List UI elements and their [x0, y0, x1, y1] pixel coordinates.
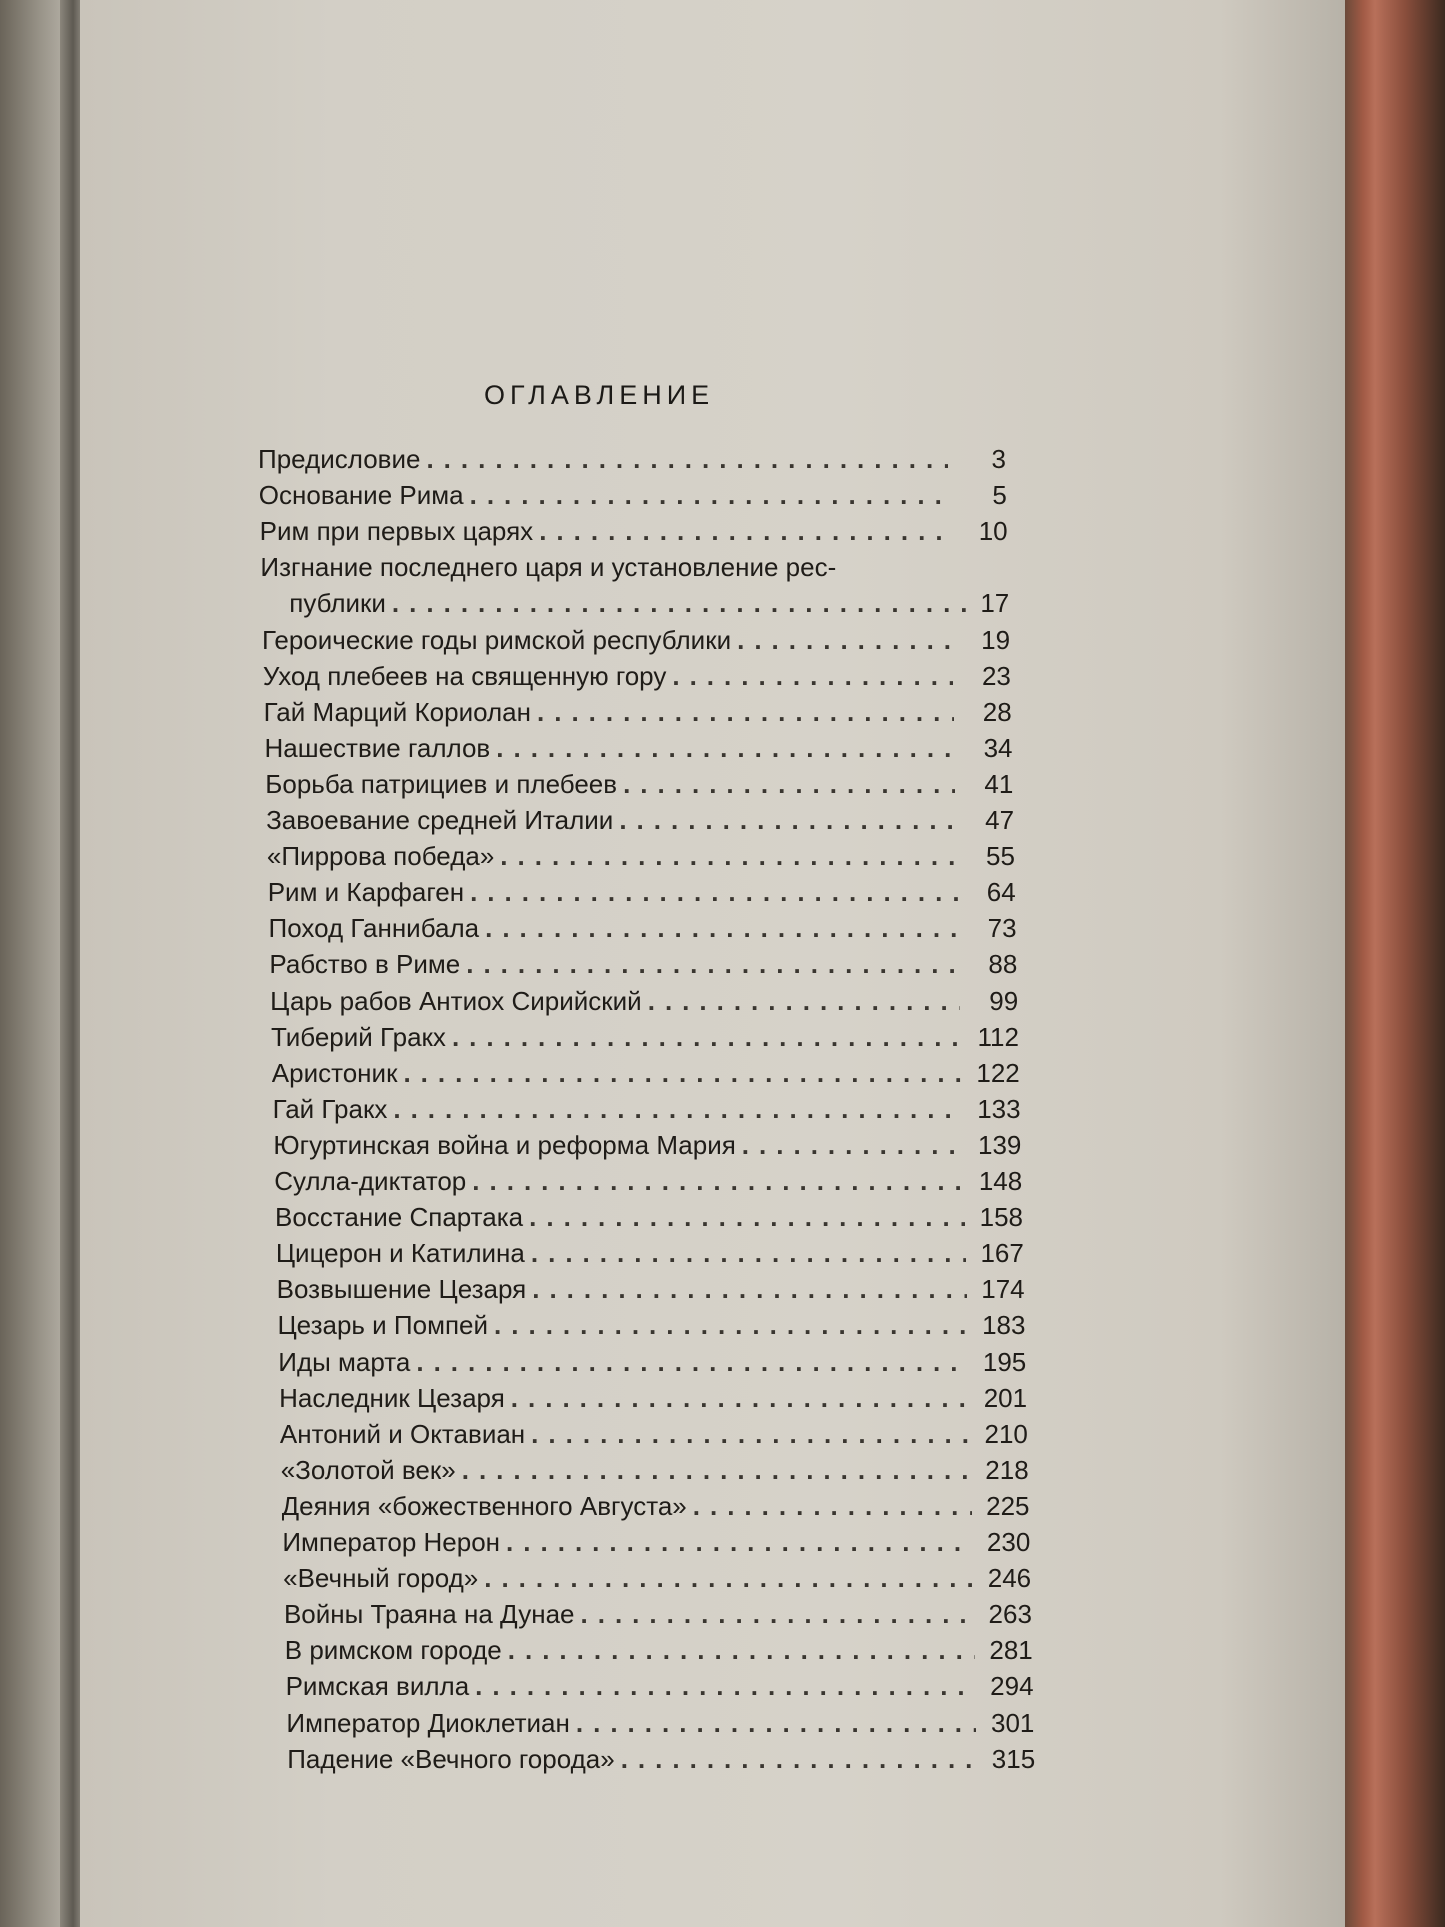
toc-entry [277, 1310, 1027, 1344]
toc-entry-line [263, 661, 953, 695]
toc-entry [264, 733, 1014, 767]
toc-entry-title: Падение «Вечного города» [287, 1743, 615, 1774]
toc-page-number: 17 [980, 588, 1010, 619]
toc-entry [269, 949, 1019, 983]
toc-entry-line [276, 1238, 966, 1272]
toc-page-number: 294 [990, 1671, 1034, 1702]
toc-page-number: 225 [986, 1490, 1030, 1521]
toc-entry-title: Наследник Цезаря [279, 1382, 505, 1413]
dot-leader [464, 480, 949, 511]
dot-leader [617, 769, 955, 800]
toc-entry-line [269, 913, 959, 947]
toc-entry-line [274, 1166, 964, 1200]
toc-page-number: 315 [991, 1743, 1036, 1774]
toc-page-number: 148 [978, 1166, 1023, 1196]
toc-entry-title: Предисловие [258, 444, 421, 474]
toc-page-number: 64 [986, 877, 1016, 908]
dot-leader [494, 841, 957, 872]
toc-entry [265, 769, 1015, 803]
toc-entry [287, 1744, 1037, 1778]
toc-page-number: 195 [982, 1346, 1027, 1377]
dot-leader [526, 1274, 966, 1305]
dot-leader [731, 625, 952, 656]
toc-entry-line [275, 1202, 965, 1236]
toc-page-number: 281 [989, 1635, 1033, 1666]
toc-entry-continuation [261, 588, 1011, 622]
dot-leader [410, 1347, 968, 1378]
dot-leader [464, 877, 958, 908]
toc-entry-title: Югуртинская война и реформа Мария [273, 1129, 736, 1160]
dot-leader [466, 1166, 964, 1197]
toc-entry [266, 805, 1016, 839]
toc-entry-title: Уход плебеев на священную гору [262, 660, 667, 691]
toc-entry-line [282, 1491, 972, 1525]
toc-page-number: 167 [980, 1238, 1024, 1269]
toc-entry [286, 1671, 1036, 1705]
toc-page-number: 183 [982, 1310, 1026, 1341]
toc-entry-line [282, 1527, 972, 1561]
dot-leader [386, 588, 979, 619]
toc-entry-line [270, 986, 960, 1020]
dot-leader [525, 1419, 970, 1450]
dot-leader [488, 1310, 967, 1341]
toc-entry-line [277, 1274, 967, 1308]
toc-entry-line [269, 949, 959, 983]
toc-entry-line [260, 552, 950, 586]
toc-entry [281, 1455, 1031, 1489]
toc-entry-line [281, 1455, 971, 1489]
toc-page-number: 122 [976, 1057, 1020, 1088]
toc-entry-line [264, 697, 954, 731]
toc-entry [277, 1274, 1027, 1308]
dot-leader [575, 1599, 974, 1630]
toc-entry [285, 1635, 1035, 1669]
toc-page-number: 41 [984, 768, 1014, 799]
toc-entry [269, 913, 1019, 947]
toc-entry [271, 1022, 1021, 1056]
toc-page-number: 158 [979, 1202, 1024, 1233]
dot-leader [456, 1455, 971, 1486]
toc-entry-title: «Золотой век» [280, 1454, 456, 1485]
toc-entry-title: «Пиррова победа» [266, 841, 495, 872]
toc-entry-title: Деяния «божественного Августа» [281, 1490, 687, 1521]
toc-entry-line [272, 1058, 962, 1092]
toc-entry-line [286, 1708, 976, 1742]
toc-page-number: 174 [981, 1274, 1025, 1305]
dot-leader [397, 1058, 961, 1089]
toc-page-number: 10 [978, 516, 1008, 547]
dot-leader [479, 913, 958, 944]
toc-entry [258, 444, 1008, 478]
toc-page-number: 23 [981, 660, 1011, 691]
toc-entry [276, 1238, 1026, 1272]
toc-entry-title: Сулла-диктатор [274, 1166, 467, 1196]
toc-entry [284, 1599, 1034, 1633]
dot-leader [525, 1238, 966, 1269]
toc-entry-line [258, 444, 948, 478]
dot-leader [387, 1094, 962, 1125]
toc-entry-line [265, 769, 955, 803]
dot-leader [531, 697, 954, 728]
toc-entry-title: Восстание Спартака [275, 1202, 524, 1233]
toc-entry [270, 986, 1020, 1020]
toc-entry-line [285, 1635, 975, 1669]
toc-page-number: 263 [988, 1599, 1032, 1630]
toc-page-number: 99 [989, 985, 1019, 1016]
toc-entry-line [271, 1022, 961, 1056]
toc-entry-title: Тиберий Гракх [270, 1021, 446, 1052]
toc-entry-title: Аристоник [271, 1057, 398, 1088]
toc-entry [282, 1491, 1032, 1525]
toc-entry [280, 1419, 1030, 1453]
toc-entry-title: Борьба патрициев и плебеев [265, 768, 618, 799]
dot-leader [469, 1671, 975, 1702]
toc-page-number: 246 [987, 1563, 1032, 1594]
toc-entry [279, 1383, 1029, 1417]
toc-entry-title: «Вечный город» [283, 1563, 479, 1594]
toc-page-number: 218 [985, 1454, 1029, 1485]
toc-page-number: 5 [992, 480, 1007, 511]
toc-entry-line [284, 1599, 974, 1633]
dot-leader [502, 1635, 975, 1666]
toc-entry-title: Поход Ганнибала [268, 913, 480, 944]
dot-leader [420, 444, 948, 475]
toc-entry-title: Рабство в Риме [269, 949, 461, 980]
toc-page-number: 34 [983, 732, 1013, 763]
toc-entry-line [278, 1347, 968, 1381]
toc-page-number: 301 [990, 1707, 1035, 1738]
toc-entry-title: Гай Марций Кориолан [263, 696, 531, 727]
toc-entry-line [279, 1383, 969, 1417]
dot-leader [687, 1491, 972, 1522]
toc-entry-title: Гай Гракх [272, 1093, 388, 1124]
toc-entry-line [268, 877, 958, 911]
toc-entry-title: Римская вилла [285, 1671, 470, 1702]
toc-entry-title: Император Нерон [282, 1527, 501, 1557]
toc-entry-title: Рим и Карфаген [267, 877, 465, 908]
toc-entry [275, 1202, 1025, 1236]
toc-entry-line [266, 805, 956, 839]
toc-entry-title: В римском городе [284, 1635, 502, 1666]
toc-entry-title: Основание Рима [258, 480, 464, 511]
toc-entry [274, 1166, 1024, 1200]
toc-entry-line [283, 1563, 973, 1597]
dot-leader [533, 516, 949, 547]
toc-page-number: 3 [991, 444, 1006, 474]
toc-entry-title: Рим при первых царях [259, 516, 534, 547]
toc-entry-title: Антоний и Октавиан [279, 1418, 526, 1449]
toc-entry-title: Изгнание последнего царя и установление рес- [260, 552, 837, 583]
toc-entry-line [289, 588, 979, 622]
toc-page-number: 112 [977, 1021, 1019, 1052]
dot-leader [446, 1022, 961, 1053]
toc-entry [286, 1708, 1036, 1742]
toc-entry [260, 516, 1010, 550]
toc-entry-line [267, 841, 957, 875]
toc-entry-title: Цезарь и Помпей [277, 1310, 489, 1341]
toc-page-number: 230 [986, 1527, 1031, 1557]
toc-page-number: 133 [977, 1093, 1021, 1124]
toc-entry [273, 1130, 1023, 1164]
toc-entry [278, 1347, 1028, 1381]
toc-entry-title: публики [289, 588, 386, 619]
toc-entry [273, 1094, 1023, 1128]
toc-entry-line [260, 516, 950, 550]
toc-page-number: 47 [985, 805, 1015, 835]
dot-leader [642, 986, 960, 1017]
toc-entry-line [273, 1130, 963, 1164]
toc-entry-line [287, 1744, 977, 1778]
toc-entry-line [280, 1419, 970, 1453]
toc-entry [263, 661, 1013, 695]
dot-leader [615, 1744, 977, 1775]
dot-leader [460, 949, 959, 980]
toc-page-number: 88 [988, 949, 1018, 980]
toc-entry [259, 480, 1009, 514]
toc-entry-title: Иды марта [278, 1346, 411, 1377]
dot-leader [666, 661, 953, 692]
toc-entry-line [277, 1310, 967, 1344]
toc-entry-title: Царь рабов Антиох Сирийский [270, 985, 642, 1016]
dot-leader [490, 733, 954, 764]
dot-leader [570, 1708, 977, 1739]
dot-leader [736, 1130, 964, 1161]
toc-entry-line [259, 480, 949, 514]
toc-entry-line [264, 733, 954, 767]
toc-page-number: 28 [982, 696, 1012, 727]
toc-entry [272, 1058, 1022, 1092]
dot-leader [478, 1563, 973, 1594]
toc-entry-line [273, 1094, 963, 1128]
toc-page-number: 210 [984, 1418, 1028, 1449]
toc-entry-line [286, 1671, 976, 1705]
toc-heading: ОГЛАВЛЕНИЕ [484, 380, 715, 410]
toc-entry [283, 1563, 1033, 1597]
toc-page-number: 73 [987, 913, 1017, 944]
toc-entry-title: Нашествие галлов [264, 732, 491, 763]
toc-entry [268, 877, 1018, 911]
toc-page-number: 19 [981, 624, 1011, 655]
toc-entry-title: Возвышение Цезаря [276, 1274, 527, 1305]
dot-leader [505, 1383, 969, 1414]
toc-entry [282, 1527, 1032, 1561]
toc-page-number: 201 [983, 1382, 1028, 1413]
dot-leader [500, 1527, 972, 1558]
toc-entry-title: Войны Траяна на Дунае [283, 1599, 575, 1630]
toc-entry-title: Завоевание средней Италии [266, 805, 614, 835]
toc-entry-title: Цицерон и Катилина [275, 1238, 525, 1269]
toc-entry [262, 625, 1012, 659]
toc-entry [264, 697, 1014, 731]
toc-page-number: 139 [978, 1129, 1022, 1160]
toc-entry [260, 552, 1010, 586]
toc-page-number: 55 [985, 841, 1015, 872]
dot-leader [613, 805, 956, 836]
toc-entry-line [262, 625, 952, 659]
toc-entry-title: Героические годы римской республики [262, 624, 732, 655]
toc-entry [267, 841, 1017, 875]
toc-entry-title: Император Диоклетиан [286, 1707, 570, 1738]
dot-leader [523, 1202, 965, 1233]
